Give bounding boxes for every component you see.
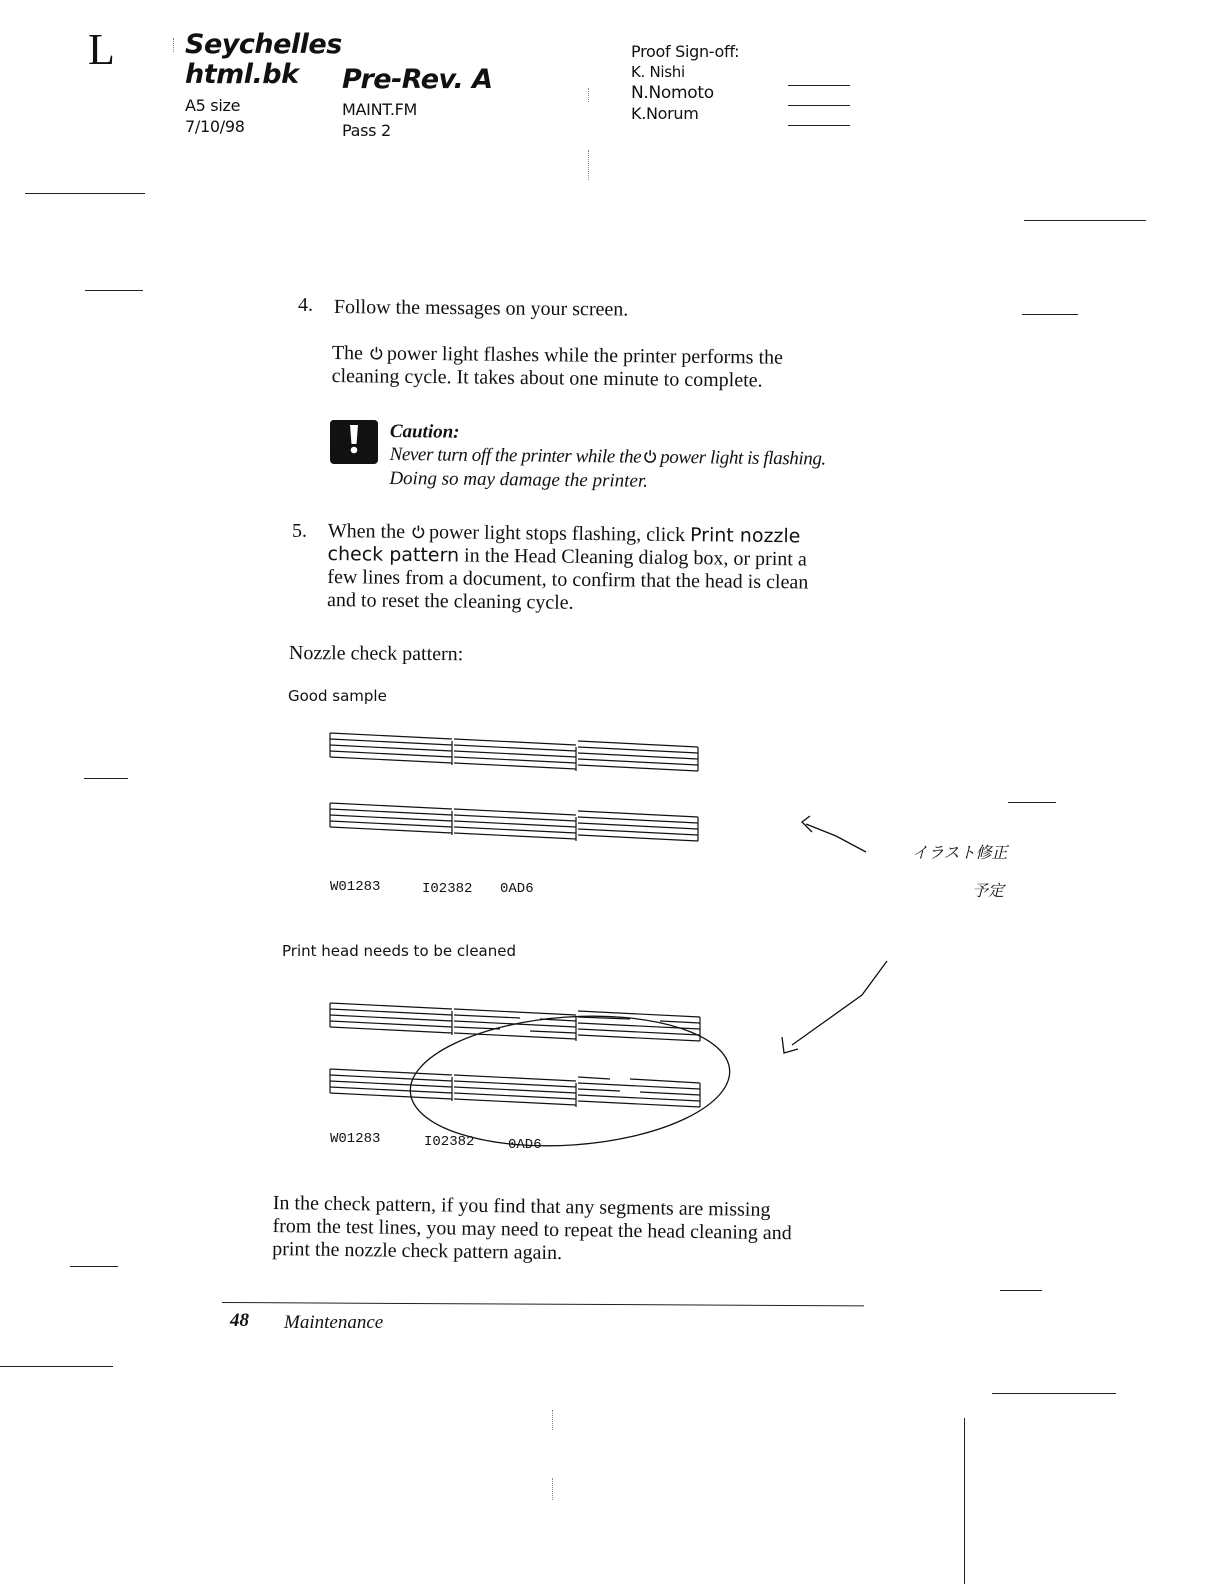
step-5-number: 5. [292, 520, 307, 542]
footer-rule [222, 1302, 864, 1306]
caution-block [389, 420, 910, 496]
book-file: html.bk [185, 59, 299, 90]
handwritten-arrow-diagonal [772, 955, 892, 1065]
signer-name: N.Nomoto [631, 83, 714, 103]
nozzle-pattern-row-bottom [330, 803, 698, 841]
good-sample-pattern [320, 725, 710, 865]
chapter-file: MAINT.FM [342, 100, 418, 119]
signer-name: K.Norum [631, 104, 699, 123]
corner-mark: L [88, 25, 115, 74]
revision-label: Pre-Rev. A [342, 64, 493, 95]
power-icon [411, 524, 426, 539]
handwritten-note: イラスト修正 [912, 843, 1008, 862]
header-dotted-divider-3 [588, 150, 589, 180]
ui-label-print-nozzle: Print nozzle [689, 524, 801, 548]
crop-mark [84, 778, 128, 779]
pattern-code: 0AD6 [508, 1137, 542, 1153]
caution-line-1: Never turn off the printer while the power light is flashing. [389, 443, 826, 470]
pattern-code: 0AD6 [500, 881, 534, 897]
header-dotted-divider-2 [588, 88, 589, 102]
pattern-code: I02382 [422, 881, 473, 897]
crop-mark [1000, 1290, 1042, 1291]
exclamation-icon [330, 420, 378, 464]
pattern-code: W01283 [330, 879, 381, 895]
footer-section: Maintenance [284, 1312, 384, 1333]
center-dotted-mark [552, 1410, 553, 1430]
crop-mark [1008, 802, 1056, 803]
crop-mark [70, 1266, 118, 1267]
power-icon [642, 449, 657, 464]
caution-icon [330, 420, 378, 464]
good-sample-caption: Good sample [288, 687, 387, 705]
pattern-code: W01283 [330, 1131, 381, 1147]
caution-title: Caution: [389, 420, 460, 443]
handwritten-arrow-left [796, 810, 876, 860]
crop-mark [0, 1366, 113, 1367]
proof-signoff-label: Proof Sign-off: [631, 42, 740, 61]
signoff-line [788, 85, 850, 86]
crop-mark [1024, 220, 1146, 221]
bad-sample-pattern [320, 995, 740, 1155]
pattern-code: I02382 [424, 1134, 475, 1150]
crop-mark [85, 290, 143, 291]
step-4-number: 4. [298, 294, 313, 316]
pass-label: Pass 2 [342, 121, 391, 140]
ui-label-check-pattern: check pattern [327, 542, 460, 567]
header-date: 7/10/98 [185, 117, 245, 136]
signoff-line [788, 125, 850, 126]
page-number: 48 [230, 1310, 249, 1331]
nozzle-pattern-row-top [330, 733, 698, 771]
nozzle-pattern-row-bottom [330, 1069, 700, 1107]
power-icon [369, 345, 384, 360]
center-dotted-mark [552, 1478, 553, 1500]
bad-sample-caption: Print head needs to be cleaned [282, 942, 516, 960]
signoff-line [788, 105, 850, 106]
caution-line-2: Doing so may damage the printer. [389, 467, 649, 492]
crop-mark [992, 1393, 1116, 1394]
handwritten-note: 予定 [972, 881, 1005, 900]
closing-paragraph: In the check pattern, if you find that any segments are missing from the test lines, you may need to repeat the head cleaning and print the nozzle check pattern again. [272, 1192, 792, 1265]
nozzle-pattern-row-top [330, 1003, 700, 1041]
step-4-text: Follow the messages on your screen. [333, 296, 629, 321]
page-size: A5 size [185, 96, 241, 115]
header-dotted-divider [173, 38, 174, 52]
step-5-paragraph: When the power light stops flashing, click Print nozzle check pattern in the Head Cleaning dialog box, or print a few lines from a document, to confirm that the head is clean and to reset the cleaning cycle. [326, 520, 809, 614]
crop-mark-vertical [964, 1418, 965, 1584]
crop-mark [25, 193, 145, 194]
signer-name: K. Nishi [631, 63, 685, 81]
step-4-paragraph: The power light flashes while the printer performs the cleaning cycle. It takes about one minute to complete. [331, 342, 784, 392]
crop-mark [1022, 314, 1078, 315]
figure-heading: Nozzle check pattern: [288, 642, 464, 666]
book-title: Seychelles [185, 29, 342, 60]
